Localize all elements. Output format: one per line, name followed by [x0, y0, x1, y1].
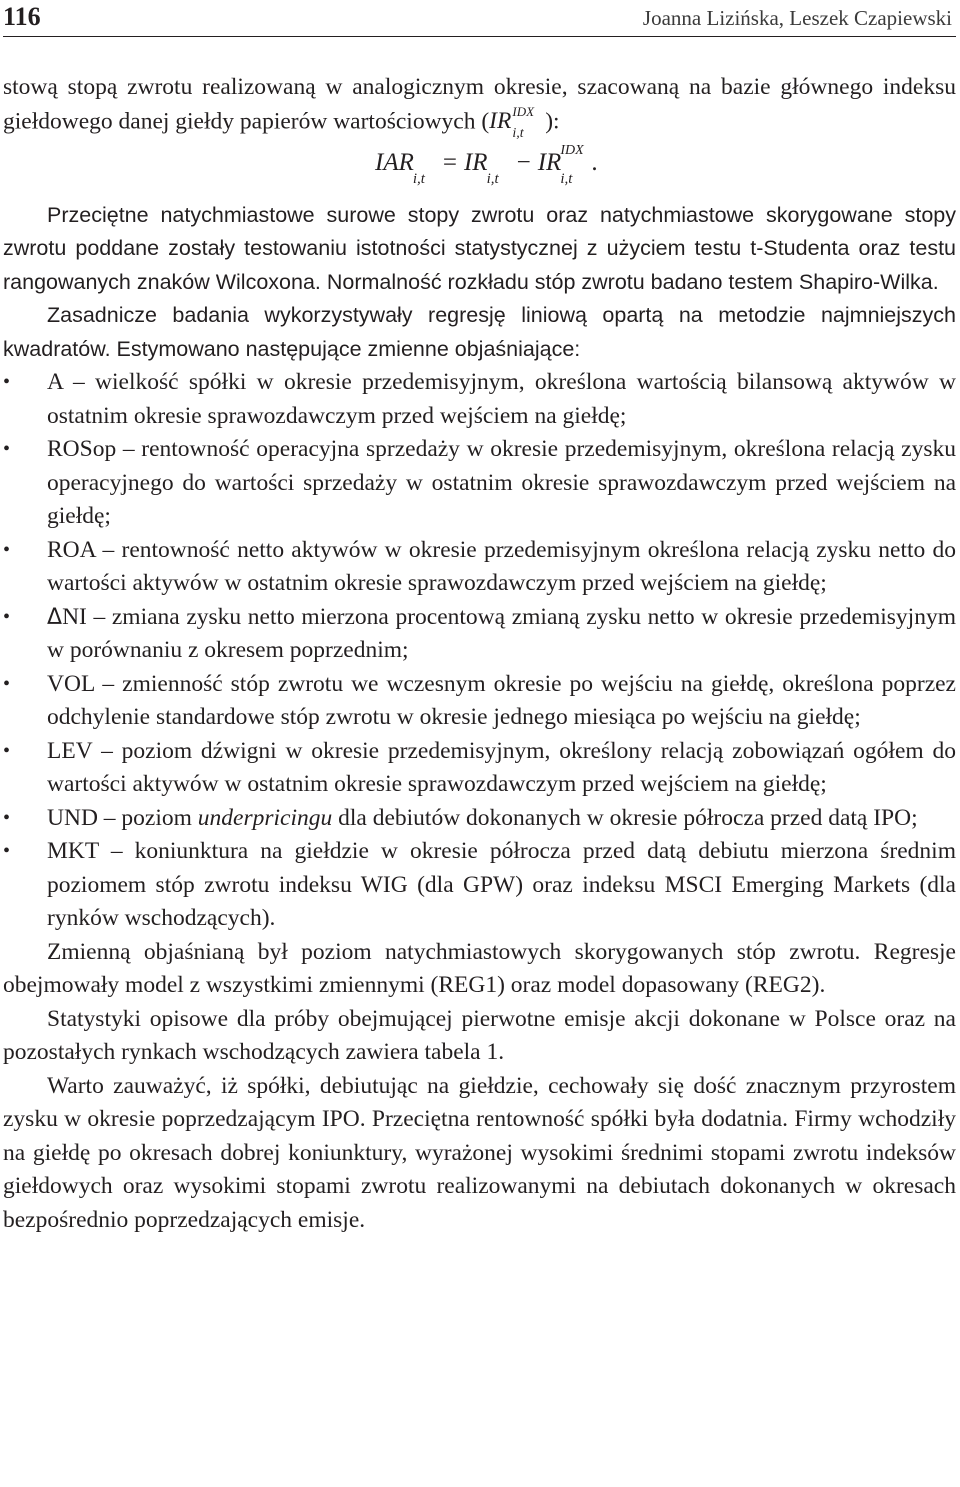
- list-item-text: A – wielkość spółki w okresie przedemisyjnym, określona wartością bilansową aktywów w ostatnim okresie sprawozdawczym przed wejściem na giełdę;: [47, 369, 956, 429]
- body-text: [3, 71, 956, 1237]
- equation-lhs-sub: i,t: [412, 170, 425, 187]
- paragraph-3-text-b: Estymowano następujące zmienne objaśniające:: [110, 336, 581, 361]
- list-item-text: ROSop – rentowność operacyjna sprzedaży w okresie przedemisyjnym, określona relacją zysku operacyjnego do wartości sprzedaży w ostatnim okresie sprawozdawczym przed wejściem na giełdę;: [47, 436, 956, 529]
- list-item-text: ROA – rentowność netto aktywów w okresie przedemisyjnym określona relacją zysku netto do wartości aktywów w ostatnim okresie sprawozdawczym przed wejściem na giełdę;: [47, 536, 956, 596]
- bullet-icon: •: [3, 840, 11, 862]
- list-item-text: UND – poziom: [47, 804, 198, 831]
- paragraph-1-text-b: ):: [539, 108, 560, 134]
- list-item: [3, 835, 956, 936]
- paragraph-2: [3, 199, 956, 300]
- explanatory-variables-list: [3, 366, 956, 936]
- equation-term1: IR: [463, 148, 488, 176]
- equation-term2: IR: [537, 148, 562, 176]
- list-item-italic-term: underpricingu: [197, 804, 333, 831]
- list-item-text: LEV – poziom dźwigni w okresie przedemisyjnym, określony relacją zobowiązań ogółem do wartości aktywów w ostatnim okresie sprawozdawczym przed wejściem na giełdę;: [47, 737, 956, 797]
- paragraph-2-text-a: Przeciętne natychmiastowe surowe stopy zwrotu oraz natychmiastowe skorygowane stopy zwrotu poddane zostały testowaniu istotności statystycznej z użyciem testu t-Studenta oraz testu rangowanych znaków Wilcoxona.: [3, 202, 956, 294]
- equation-term2-sup: IDX: [560, 142, 584, 158]
- paragraph-3-text-a: Zasadnicze badania wykorzystywały regresję liniową opartą na metodzie najmniejszych kwadratów.: [3, 303, 956, 361]
- delta-symbol: Δ: [47, 604, 63, 630]
- formula-ir-sup: IDX: [512, 103, 535, 119]
- list-item: [3, 735, 956, 802]
- formula-ir-sub: i,t: [512, 125, 524, 141]
- bullet-icon: •: [3, 739, 11, 762]
- bullet-icon: •: [3, 438, 11, 460]
- list-item: [3, 802, 956, 836]
- list-item-text: VOL – zmienność stóp zwrotu we wczesnym okresie po wejściu na giełdę, określona poprzez odchylenie standardowe stóp zwrotu w okresie jednego miesiąca po wejściu na giełdę;: [47, 670, 956, 730]
- inline-formula-ir-idx: [489, 103, 539, 141]
- list-item-text: dla debiutów dokonanych w okresie półrocza przed datą IPO;: [332, 804, 918, 831]
- page-header: [3, 0, 956, 37]
- bullet-icon: •: [3, 538, 11, 561]
- list-item: [3, 366, 956, 433]
- bullet-icon: •: [3, 605, 11, 628]
- equation-iar: [3, 139, 956, 199]
- list-item-text: NI – zmiana zysku netto mierzona procentową zmianą zysku netto w okresie przedemisyjnym w porównaniu z okresem poprzednim;: [47, 603, 956, 663]
- paragraph-1-text-a: stową stopą zwrotu realizowaną w analogicznym okresie, szacowaną na bazie głównego indeksu giełdowego danej giełdy papierów wartościowych (: [3, 74, 956, 134]
- bullet-icon: •: [3, 806, 11, 829]
- equation-term2-sub: i,t: [560, 170, 573, 187]
- paragraph-1: [3, 71, 956, 139]
- equation-period: .: [591, 148, 598, 176]
- equation-equals: =: [442, 148, 457, 176]
- bullet-icon: •: [3, 672, 11, 695]
- bullet-icon: •: [3, 371, 11, 393]
- list-item: [3, 433, 956, 534]
- paragraph-3: [3, 299, 956, 366]
- paragraph-6: Warto zauważyć, iż spółki, debiutując na giełdzie, cechowały się dość znacznym przyrostem zysku w okresie poprzedzającym IPO. Przeciętna rentowność spółki była dodatnia. Firmy wchodziły na giełdę po okresach dobrej koniunktury, wyrażonej wysokimi średnimi stopami zwrotu indeksów giełdowych oraz wysokimi stopami zwrotu realizowanymi na debiutach dokonanych w okresach bezpośrednio poprzedzających emisje.: [3, 1072, 956, 1233]
- equation-lhs: IAR: [375, 148, 414, 176]
- formula-ir-base: IR: [489, 108, 512, 134]
- list-item: [3, 668, 956, 735]
- paragraph-4: Zmienną objaśnianą był poziom natychmiastowych skorygowanych stóp zwrotu. Regresje obejmowały model z wszystkimi zmiennymi (REG1) oraz model dopasowany (REG2).: [3, 938, 956, 998]
- equation-minus: −: [516, 148, 531, 176]
- list-item: [3, 601, 956, 668]
- equation-term1-sub: i,t: [486, 170, 499, 187]
- paragraph-2-text-b: Normalność rozkładu stóp zwrotu badano testem Shapiro-Wilka.: [320, 269, 939, 294]
- paragraph-5: Statystyki opisowe dla próby obejmującej pierwotne emisje akcji dokonane w Polsce oraz na pozostałych rynkach wschodzących zawiera tabela 1.: [3, 1005, 956, 1065]
- running-head: Joanna Lizińska, Leszek Czapiewski: [642, 6, 952, 30]
- list-item-text: MKT – koniunktura na giełdzie w okresie półrocza przed datą debiutu mierzona średnim poziomem stóp zwrotu indeksu WIG (dla GPW) oraz indeksu MSCI Emerging Markets (dla rynków wschodzących).: [47, 838, 956, 931]
- list-item: [3, 534, 956, 601]
- page-number: 116: [3, 2, 41, 31]
